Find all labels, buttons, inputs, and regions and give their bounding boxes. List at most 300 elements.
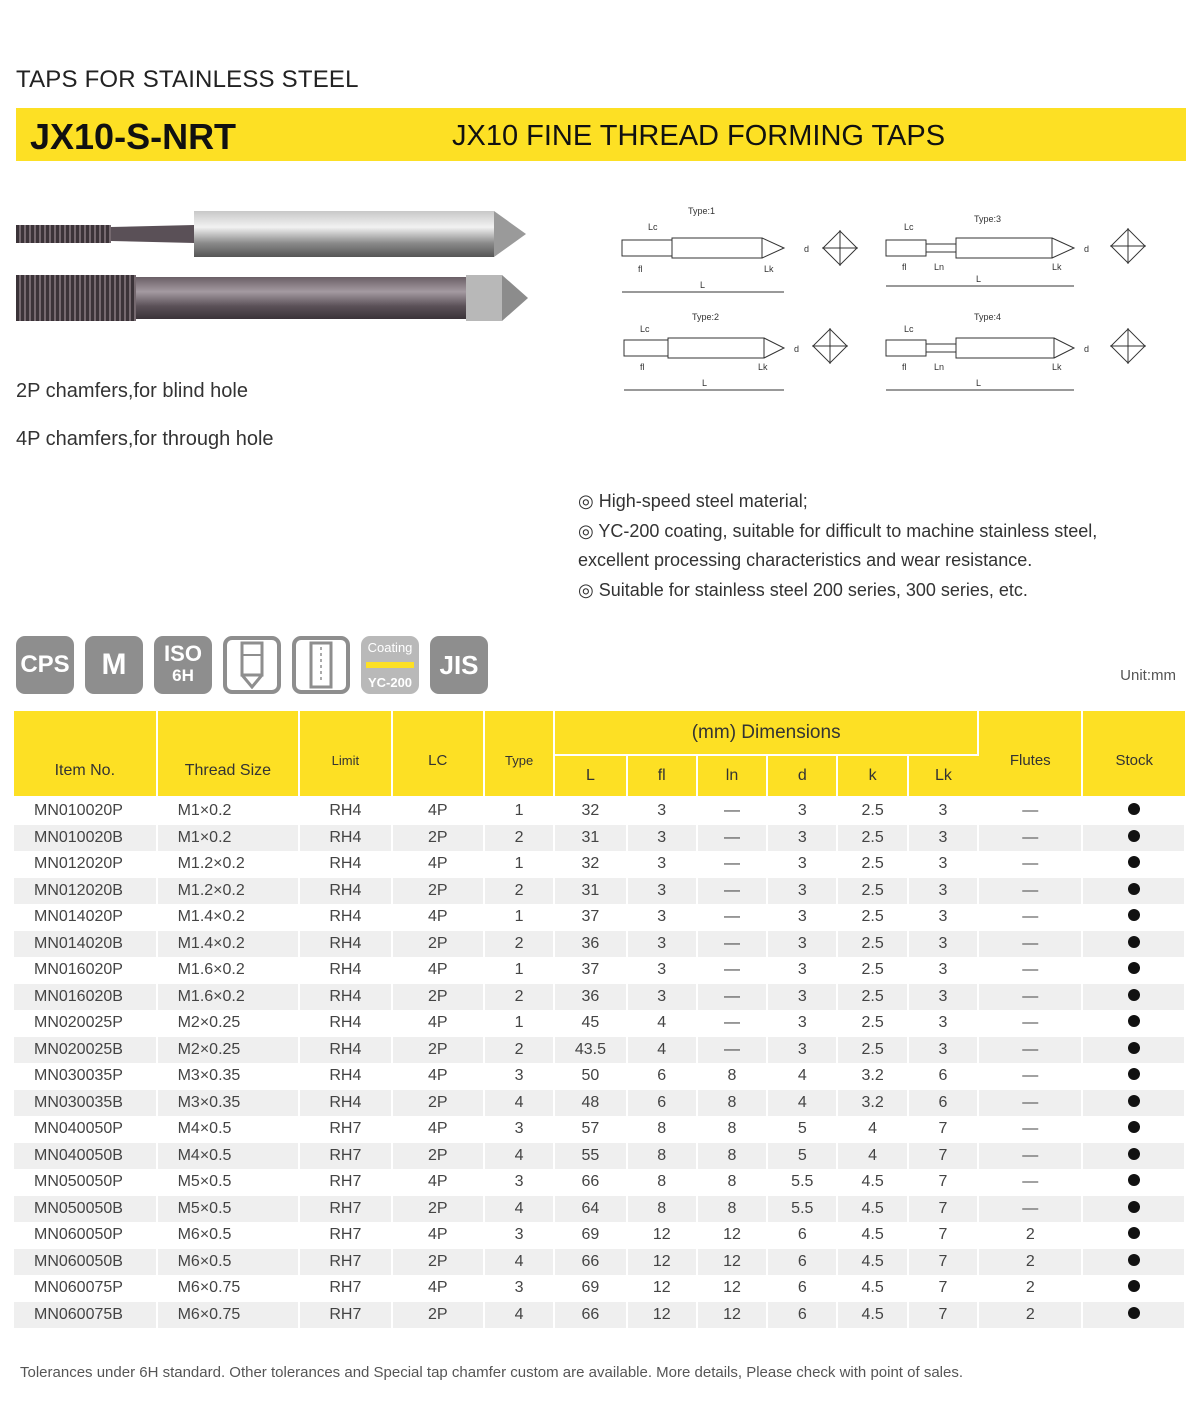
- cell-flutes: —: [978, 1010, 1082, 1037]
- cell-l: 48: [554, 1090, 626, 1117]
- cell-l: 55: [554, 1143, 626, 1170]
- diagram-type-1: [622, 206, 858, 292]
- in-stock-dot-icon: [1128, 1121, 1140, 1133]
- table-row: [14, 1275, 1185, 1302]
- cell-item: MN060075B: [14, 1302, 157, 1329]
- cell-lk: 7: [908, 1169, 978, 1196]
- cell-lk: 6: [908, 1090, 978, 1117]
- cell-limit: RH4: [299, 1037, 391, 1064]
- cell-ln: —: [697, 1037, 767, 1064]
- cell-d: 3: [767, 1010, 837, 1037]
- type-1-d-label: d: [804, 244, 810, 254]
- cell-stock: [1082, 984, 1185, 1011]
- in-stock-dot-icon: [1128, 1280, 1140, 1292]
- footnote: Tolerances under 6H standard. Other tolerances and Special tap chamfer custom are available. More details, Please check with point of sales.: [20, 1364, 964, 1381]
- cell-lk: 7: [908, 1196, 978, 1223]
- product-name: JX10 FINE THREAD FORMING TAPS: [452, 120, 946, 152]
- cell-d: 6: [767, 1302, 837, 1329]
- table-row: [14, 957, 1185, 984]
- iso-6h-badge: ISO 6H: [154, 636, 212, 694]
- cell-stock: [1082, 931, 1185, 958]
- type-1-lc-label: Lc: [648, 222, 658, 232]
- cell-l: 37: [554, 957, 626, 984]
- cell-stock: [1082, 1169, 1185, 1196]
- cell-fl: 4: [627, 1037, 697, 1064]
- cell-fl: 3: [627, 904, 697, 931]
- in-stock-dot-icon: [1128, 1174, 1140, 1186]
- type-1-l-label: L: [700, 280, 706, 290]
- m-badge: M: [85, 636, 143, 694]
- cell-lc: 2P: [392, 1249, 484, 1276]
- cell-thread: M3×0.35: [157, 1090, 300, 1117]
- cell-lk: 3: [908, 878, 978, 905]
- cell-stock: [1082, 825, 1185, 852]
- cell-item: MN060075P: [14, 1275, 157, 1302]
- cell-lc: 2P: [392, 1302, 484, 1329]
- feature-item: ◎ High-speed steel material;: [578, 491, 808, 511]
- cell-ln: —: [697, 931, 767, 958]
- type-3-label: Type:3: [974, 214, 1002, 224]
- cell-flutes: —: [978, 931, 1082, 958]
- cell-type: 1: [484, 851, 554, 878]
- cell-lk: 3: [908, 957, 978, 984]
- cell-lc: 4P: [392, 797, 484, 825]
- type-4-lk-label: Lk: [1052, 362, 1062, 372]
- cell-limit: RH7: [299, 1143, 391, 1170]
- table-row: [14, 984, 1185, 1011]
- cell-type: 2: [484, 984, 554, 1011]
- type-2-lc-label: Lc: [640, 324, 650, 334]
- cell-type: 2: [484, 1037, 554, 1064]
- cell-limit: RH7: [299, 1275, 391, 1302]
- cell-lc: 4P: [392, 1222, 484, 1249]
- table-row: [14, 1196, 1185, 1223]
- table-row: [14, 1063, 1185, 1090]
- cell-lc: 4P: [392, 904, 484, 931]
- type-2-d-label: d: [794, 344, 800, 354]
- cell-k: 4.5: [837, 1169, 907, 1196]
- through-hole-icon: [292, 636, 350, 694]
- feature-list: [578, 487, 1158, 605]
- cell-limit: RH4: [299, 1010, 391, 1037]
- cell-k: 2.5: [837, 931, 907, 958]
- cell-lc: 4P: [392, 1063, 484, 1090]
- cell-ln: 8: [697, 1063, 767, 1090]
- cell-fl: 8: [627, 1169, 697, 1196]
- cell-stock: [1082, 1010, 1185, 1037]
- table-row: [14, 1222, 1185, 1249]
- cell-thread: M5×0.5: [157, 1196, 300, 1223]
- col-lc: LC: [392, 711, 484, 797]
- cell-fl: 4: [627, 1010, 697, 1037]
- cell-lk: 3: [908, 1037, 978, 1064]
- cell-k: 4.5: [837, 1249, 907, 1276]
- cell-k: 2.5: [837, 797, 907, 825]
- cell-k: 2.5: [837, 1037, 907, 1064]
- cell-thread: M3×0.35: [157, 1063, 300, 1090]
- cell-thread: M6×0.75: [157, 1302, 300, 1329]
- cell-thread: M1.6×0.2: [157, 984, 300, 1011]
- cell-stock: [1082, 1222, 1185, 1249]
- cell-type: 4: [484, 1196, 554, 1223]
- cell-ln: 8: [697, 1143, 767, 1170]
- cell-lc: 4P: [392, 1169, 484, 1196]
- in-stock-dot-icon: [1128, 1227, 1140, 1239]
- cell-lk: 3: [908, 904, 978, 931]
- cell-l: 32: [554, 797, 626, 825]
- cell-k: 3.2: [837, 1090, 907, 1117]
- cell-fl: 12: [627, 1222, 697, 1249]
- type-2-lk-label: Lk: [758, 362, 768, 372]
- cell-flutes: —: [978, 825, 1082, 852]
- cell-flutes: —: [978, 1143, 1082, 1170]
- cell-limit: RH4: [299, 904, 391, 931]
- cell-fl: 12: [627, 1302, 697, 1329]
- cell-limit: RH7: [299, 1116, 391, 1143]
- cell-l: 45: [554, 1010, 626, 1037]
- cell-ln: 12: [697, 1275, 767, 1302]
- cell-l: 32: [554, 851, 626, 878]
- in-stock-dot-icon: [1128, 803, 1140, 815]
- cell-thread: M4×0.5: [157, 1143, 300, 1170]
- cell-thread: M2×0.25: [157, 1010, 300, 1037]
- cell-k: 4.5: [837, 1222, 907, 1249]
- spec-badges: [16, 636, 488, 694]
- spec-table: [14, 711, 1186, 1328]
- cell-lc: 4P: [392, 851, 484, 878]
- cell-lk: 3: [908, 931, 978, 958]
- cell-d: 5: [767, 1143, 837, 1170]
- cell-type: 2: [484, 931, 554, 958]
- cell-item: MN010020P: [14, 797, 157, 825]
- cell-lc: 2P: [392, 1037, 484, 1064]
- cell-lc: 2P: [392, 878, 484, 905]
- type-3-ln-label: Ln: [934, 262, 945, 272]
- cell-fl: 3: [627, 797, 697, 825]
- cell-thread: M5×0.5: [157, 1169, 300, 1196]
- cell-d: 3: [767, 1037, 837, 1064]
- in-stock-dot-icon: [1128, 909, 1140, 921]
- feature-item: ◎ Suitable for stainless steel 200 series, 300 series, etc.: [578, 579, 1028, 600]
- cell-flutes: —: [978, 1037, 1082, 1064]
- cell-thread: M6×0.5: [157, 1222, 300, 1249]
- cell-k: 2.5: [837, 904, 907, 931]
- type-2-section-view: [812, 328, 848, 364]
- cell-l: 57: [554, 1116, 626, 1143]
- title-bar: [16, 108, 1186, 161]
- type-4-label: Type:4: [974, 312, 1002, 322]
- cell-type: 3: [484, 1116, 554, 1143]
- cell-type: 3: [484, 1275, 554, 1302]
- cell-item: MN050050P: [14, 1169, 157, 1196]
- cell-ln: —: [697, 851, 767, 878]
- cell-lk: 3: [908, 797, 978, 825]
- cell-flutes: —: [978, 878, 1082, 905]
- table-row: [14, 1249, 1185, 1276]
- col-k: k: [837, 755, 907, 797]
- diagram-type-3: [886, 214, 1146, 286]
- in-stock-dot-icon: [1128, 1042, 1140, 1054]
- cell-ln: —: [697, 957, 767, 984]
- type-3-l-label: L: [976, 274, 982, 284]
- cell-limit: RH4: [299, 797, 391, 825]
- cell-ln: 8: [697, 1169, 767, 1196]
- cell-item: MN040050P: [14, 1116, 157, 1143]
- type-3-d-label: d: [1084, 244, 1090, 254]
- cell-type: 4: [484, 1249, 554, 1276]
- cell-d: 3: [767, 797, 837, 825]
- in-stock-dot-icon: [1128, 962, 1140, 974]
- cell-flutes: —: [978, 1196, 1082, 1223]
- cell-type: 4: [484, 1090, 554, 1117]
- cell-stock: [1082, 1302, 1185, 1329]
- type-3-section-view: [1110, 228, 1146, 264]
- cell-flutes: —: [978, 1116, 1082, 1143]
- cell-flutes: 2: [978, 1222, 1082, 1249]
- cell-lk: 3: [908, 851, 978, 878]
- col-thread-size: Thread Size: [157, 711, 300, 797]
- in-stock-dot-icon: [1128, 856, 1140, 868]
- cell-type: 2: [484, 825, 554, 852]
- cell-lk: 7: [908, 1222, 978, 1249]
- cell-fl: 3: [627, 878, 697, 905]
- unit-label: Unit:mm: [1120, 667, 1176, 684]
- type-3-lc-label: Lc: [904, 222, 914, 232]
- cell-lk: 7: [908, 1116, 978, 1143]
- cell-flutes: —: [978, 904, 1082, 931]
- feature-item: excellent processing characteristics and wear resistance.: [578, 550, 1033, 570]
- cell-d: 3: [767, 825, 837, 852]
- cell-k: 4: [837, 1116, 907, 1143]
- cell-l: 66: [554, 1302, 626, 1329]
- cell-ln: —: [697, 984, 767, 1011]
- cell-flutes: —: [978, 1090, 1082, 1117]
- cell-l: 31: [554, 825, 626, 852]
- cell-limit: RH4: [299, 931, 391, 958]
- cell-lk: 7: [908, 1143, 978, 1170]
- cell-d: 5: [767, 1116, 837, 1143]
- type-4-lc-label: Lc: [904, 324, 914, 334]
- col-fl: fl: [627, 755, 697, 797]
- cell-stock: [1082, 1063, 1185, 1090]
- cell-stock: [1082, 1090, 1185, 1117]
- tap-small: [16, 211, 526, 257]
- cell-type: 1: [484, 904, 554, 931]
- cell-k: 4: [837, 1143, 907, 1170]
- cell-fl: 8: [627, 1116, 697, 1143]
- type-1-label: Type:1: [688, 206, 716, 216]
- cell-item: MN060050B: [14, 1249, 157, 1276]
- cell-l: 31: [554, 878, 626, 905]
- jis-badge: JIS: [430, 636, 488, 694]
- product-code: JX10-S-NRT: [30, 116, 237, 157]
- cell-stock: [1082, 957, 1185, 984]
- cell-stock: [1082, 1249, 1185, 1276]
- cell-lc: 2P: [392, 931, 484, 958]
- cell-ln: —: [697, 904, 767, 931]
- in-stock-dot-icon: [1128, 989, 1140, 1001]
- cell-ln: —: [697, 1010, 767, 1037]
- cell-thread: M6×0.5: [157, 1249, 300, 1276]
- cell-fl: 6: [627, 1090, 697, 1117]
- type-2-fl-label: fl: [640, 362, 645, 372]
- tap-product-photo: [14, 195, 534, 335]
- cell-stock: [1082, 851, 1185, 878]
- cell-k: 4.5: [837, 1196, 907, 1223]
- cell-l: 66: [554, 1169, 626, 1196]
- cell-flutes: 2: [978, 1302, 1082, 1329]
- type-4-fl-label: fl: [902, 362, 907, 372]
- cell-type: 3: [484, 1063, 554, 1090]
- cell-stock: [1082, 1275, 1185, 1302]
- table-row: [14, 1169, 1185, 1196]
- col-flutes: Flutes: [978, 711, 1082, 797]
- cell-stock: [1082, 1143, 1185, 1170]
- cell-l: 36: [554, 984, 626, 1011]
- col-dimensions: (mm) Dimensions: [554, 711, 978, 755]
- cell-limit: RH7: [299, 1196, 391, 1223]
- cell-lk: 7: [908, 1249, 978, 1276]
- tap-large: [16, 275, 528, 321]
- col-ln: ln: [697, 755, 767, 797]
- cell-lc: 4P: [392, 957, 484, 984]
- cell-l: 43.5: [554, 1037, 626, 1064]
- cell-item: MN014020B: [14, 931, 157, 958]
- cell-d: 6: [767, 1249, 837, 1276]
- cell-thread: M1.2×0.2: [157, 878, 300, 905]
- chamfer-2p-text: 2P chamfers,for blind hole: [16, 380, 248, 402]
- cell-k: 2.5: [837, 984, 907, 1011]
- cell-limit: RH4: [299, 1090, 391, 1117]
- cell-k: 2.5: [837, 1010, 907, 1037]
- col-stock: Stock: [1082, 711, 1185, 797]
- cell-fl: 12: [627, 1249, 697, 1276]
- cell-lc: 2P: [392, 1090, 484, 1117]
- cell-flutes: 2: [978, 1275, 1082, 1302]
- cell-k: 2.5: [837, 825, 907, 852]
- cell-item: MN040050B: [14, 1143, 157, 1170]
- cell-item: MN030035B: [14, 1090, 157, 1117]
- cell-limit: RH4: [299, 825, 391, 852]
- cell-limit: RH7: [299, 1302, 391, 1329]
- table-row: [14, 878, 1185, 905]
- cell-fl: 3: [627, 931, 697, 958]
- cell-lk: 3: [908, 825, 978, 852]
- cell-thread: M4×0.5: [157, 1116, 300, 1143]
- cell-lc: 4P: [392, 1275, 484, 1302]
- cell-thread: M2×0.25: [157, 1037, 300, 1064]
- table-row: [14, 1116, 1185, 1143]
- cell-l: 50: [554, 1063, 626, 1090]
- cell-fl: 3: [627, 825, 697, 852]
- cell-thread: M1.4×0.2: [157, 904, 300, 931]
- col-type: Type: [484, 711, 554, 797]
- cell-type: 1: [484, 1010, 554, 1037]
- in-stock-dot-icon: [1128, 1095, 1140, 1107]
- cell-k: 2.5: [837, 851, 907, 878]
- in-stock-dot-icon: [1128, 936, 1140, 948]
- cell-thread: M1×0.2: [157, 797, 300, 825]
- section-label: TAPS FOR STAINLESS STEEL: [16, 66, 359, 93]
- cell-d: 5.5: [767, 1169, 837, 1196]
- type-4-ln-label: Ln: [934, 362, 945, 372]
- cell-k: 3.2: [837, 1063, 907, 1090]
- chamfer-4p-text: 4P chamfers,for through hole: [16, 428, 274, 450]
- col-d: d: [767, 755, 837, 797]
- type-1-lk-label: Lk: [764, 264, 774, 274]
- cell-lc: 2P: [392, 1143, 484, 1170]
- cell-ln: 8: [697, 1116, 767, 1143]
- type-2-l-label: L: [702, 378, 708, 388]
- cell-thread: M1.4×0.2: [157, 931, 300, 958]
- cell-fl: 6: [627, 1063, 697, 1090]
- cell-l: 64: [554, 1196, 626, 1223]
- cell-item: MN010020B: [14, 825, 157, 852]
- cell-item: MN012020P: [14, 851, 157, 878]
- cell-ln: 12: [697, 1222, 767, 1249]
- table-row: [14, 851, 1185, 878]
- table-row: [14, 825, 1185, 852]
- table-row: [14, 904, 1185, 931]
- tap-type-diagrams: [608, 200, 1168, 400]
- in-stock-dot-icon: [1128, 1254, 1140, 1266]
- cell-stock: [1082, 1037, 1185, 1064]
- table-row: [14, 1090, 1185, 1117]
- cell-type: 3: [484, 1222, 554, 1249]
- cell-limit: RH4: [299, 957, 391, 984]
- cell-item: MN012020B: [14, 878, 157, 905]
- cell-d: 3: [767, 931, 837, 958]
- in-stock-dot-icon: [1128, 1148, 1140, 1160]
- cell-k: 2.5: [837, 957, 907, 984]
- cell-type: 4: [484, 1143, 554, 1170]
- cell-l: 66: [554, 1249, 626, 1276]
- cell-item: MN016020B: [14, 984, 157, 1011]
- feature-item: ◎ YC-200 coating, suitable for difficult to machine stainless steel,: [578, 520, 1098, 541]
- cell-d: 5.5: [767, 1196, 837, 1223]
- cell-thread: M1×0.2: [157, 825, 300, 852]
- cell-type: 2: [484, 878, 554, 905]
- cell-ln: 12: [697, 1302, 767, 1329]
- in-stock-dot-icon: [1128, 1068, 1140, 1080]
- cell-ln: —: [697, 797, 767, 825]
- cell-lc: 2P: [392, 984, 484, 1011]
- cell-ln: —: [697, 825, 767, 852]
- col-item-no: Item No.: [14, 711, 157, 797]
- cell-flutes: —: [978, 984, 1082, 1011]
- cell-fl: 8: [627, 1143, 697, 1170]
- cell-k: 4.5: [837, 1302, 907, 1329]
- cell-flutes: —: [978, 797, 1082, 825]
- cell-limit: RH4: [299, 851, 391, 878]
- type-3-lk-label: Lk: [1052, 262, 1062, 272]
- cell-stock: [1082, 1196, 1185, 1223]
- cell-limit: RH7: [299, 1222, 391, 1249]
- cell-d: 3: [767, 957, 837, 984]
- cell-limit: RH7: [299, 1249, 391, 1276]
- cps-badge: CPS: [16, 636, 74, 694]
- cell-lc: 4P: [392, 1010, 484, 1037]
- cell-stock: [1082, 797, 1185, 825]
- in-stock-dot-icon: [1128, 883, 1140, 895]
- cell-d: 3: [767, 984, 837, 1011]
- table-row: [14, 1302, 1185, 1329]
- cell-d: 3: [767, 904, 837, 931]
- cell-k: 2.5: [837, 878, 907, 905]
- cell-item: MN060050P: [14, 1222, 157, 1249]
- cell-lc: 2P: [392, 1196, 484, 1223]
- cell-d: 3: [767, 878, 837, 905]
